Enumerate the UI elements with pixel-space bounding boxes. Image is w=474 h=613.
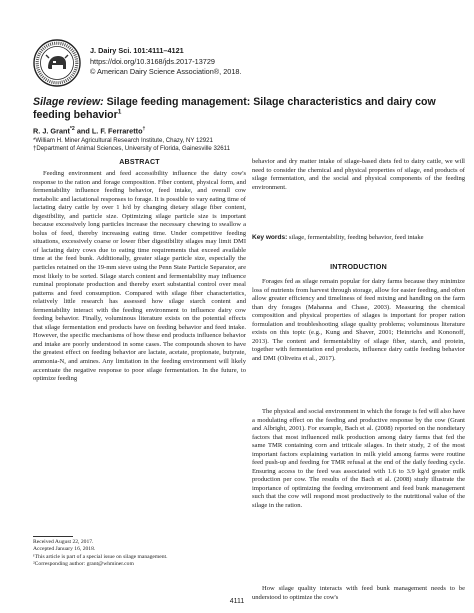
keywords-label: Key words:	[252, 234, 288, 241]
footnote-corresponding-author: ²Corresponding author: grant@whminer.com	[33, 561, 134, 568]
author-line	[33, 126, 145, 135]
affiliation-line: †Department of Animal Sciences, University of Florida, Gainesville 32611	[33, 145, 231, 153]
copyright-notice: © American Dairy Science Association®, 2018.	[90, 67, 242, 77]
footnotes	[33, 539, 168, 569]
author-marks: *2	[69, 126, 75, 132]
abstract-continued: behavior and dry matter intake of silage-based diets fed to dairy cattle, we will need to consider the chemical and physical properties of silage, end products of silage fermentation, and the social and physical components of the feeding environment.	[252, 158, 465, 191]
title-lead: Silage review:	[33, 96, 104, 108]
paper-title	[33, 96, 453, 121]
author-marks: †	[142, 126, 146, 132]
title-main: Silage feeding management: Silage characteristics and dairy cow feeding behavior	[33, 96, 436, 121]
journal-info	[90, 46, 242, 78]
affiliations	[33, 137, 230, 153]
footnote-received: Received August 22, 2017.	[33, 539, 94, 545]
footnote-special-issue: ¹This article is part of a special issue on silage management.	[33, 553, 168, 560]
author-name: L. F. Ferraretto	[91, 126, 143, 136]
footnote-divider	[33, 536, 73, 537]
journal-reference: J. Dairy Sci. 101:4111–4121	[90, 46, 184, 55]
abstract-heading: ABSTRACT	[119, 158, 160, 166]
title-footnote-mark: 1	[117, 108, 122, 116]
journal-logo-icon	[33, 39, 81, 87]
introduction-paragraph: Forages fed as silage remain popular for dairy farms because they minimize loss of nutrients from harvest through storage, allow for easier feeding, and often allow greater efficiency and timeliness of feed mixing and handling on the farm than dry forages (Mahanna and Chase, 2003). Measuring the chemical composition and physical properties of silages is important for proper ration formulation and troubleshooting silage quality problems; voluminous literature exists on this topic (e.g., Kung and Shaver, 2001; Heinrichs and Kononoff, 2013). The content and fermentability of silage fiber, starch, and protein, together with fermentation end products, influence dairy cattle feeding behavior and DMI (Oliveira et al., 2017).	[252, 278, 465, 362]
introduction-paragraph: The physical and social environment in which the forage is fed will also have a modulating effect on the feeding and productive response by the cow (Grant and Albright, 2001). For example, Bach et al. (2008) reported on the nondietary factors that most influenced milk production among dairy farms that fed the same TMR containing corn and triticale silages. In their study, 2 of the most important factors explaining variation in milk yield among farms were routine feed push-up and feeding for TMR refusal at the end of the daily feeding cycle. Ensuring access to the feed was associated with 1.6 to 3.9 kg/d greater milk production per cow. The results of the Bach et al. (2008) study illustrate the importance of optimizing the feeding environment and feed bunk management such that the cow will respond most productively to the nutritional value of the silage in the ration.	[252, 408, 465, 510]
introduction-heading: INTRODUCTION	[330, 263, 387, 271]
author-name: R. J. Grant	[33, 126, 70, 136]
footnote-accepted: Accepted January 16, 2018.	[33, 546, 96, 553]
author-separator: and	[74, 126, 92, 136]
introduction-paragraph: How silage quality interacts with feed bunk management needs to be understood to optimize the cow's	[252, 585, 465, 601]
keywords-text: silage, fermentability, feeding behavior, feed intake	[287, 234, 424, 241]
doi-link[interactable]: https://doi.org/10.3168/jds.2017-13729	[90, 56, 215, 66]
keywords	[252, 234, 465, 243]
affiliation-line: *William H. Miner Agricultural Research Institute, Chazy, NY 12921	[33, 137, 213, 144]
page-number: 4111	[229, 598, 245, 605]
abstract-body: Feeding environment and feed accessibility influence the dairy cow's response to the ration and forage composition. Fiber content, physical form, and fermentability influence feeding behavior, feed intake, and overall cow metabolic and lactational responses to forage. It is possible to vary eating time of lactating dairy cattle by over 1 h/d by changing dietary silage fiber content, digestibility, and particle size. Optimizing silage particle size is important because excessively long particles increase the necessary chewing to swallow a bolus of feed, thereby increasing eating time. Under competitive feeding situations, excessively coarse or lower fiber digestibility silages may limit DMI of lactating dairy cows due to eating time requirements that exceed available time at the feed bunk. Additionally, greater silage particle size, especially the particles retained on the 19-mm sieve using the Penn State Particle Separator, are most likely to be sorted. Silage starch content and fermentability may influence ruminal propionate production and thereby exert substantial control over meal patterns and feed consumption. Compared with silage fiber characteristics, relatively little research has assessed how silage starch content and fermentability interact with the feeding environment to influence dairy cow feeding behavior. Finally, voluminous literature exists on the potential effects that silage fermentation end products have on feeding behavior and feed intake. However, the specific mechanisms of how these end products influence behavior and intake are poorly understood in some cases. The compounds shown to have the greatest effect on feeding behavior are lactate, acetate, propionate, butyrate, ammonia-N, and amines. Any limitation in the feeding environment will likely accentuate the negative response to poor silage fermentation. In the future, to optimize feeding	[33, 170, 246, 383]
